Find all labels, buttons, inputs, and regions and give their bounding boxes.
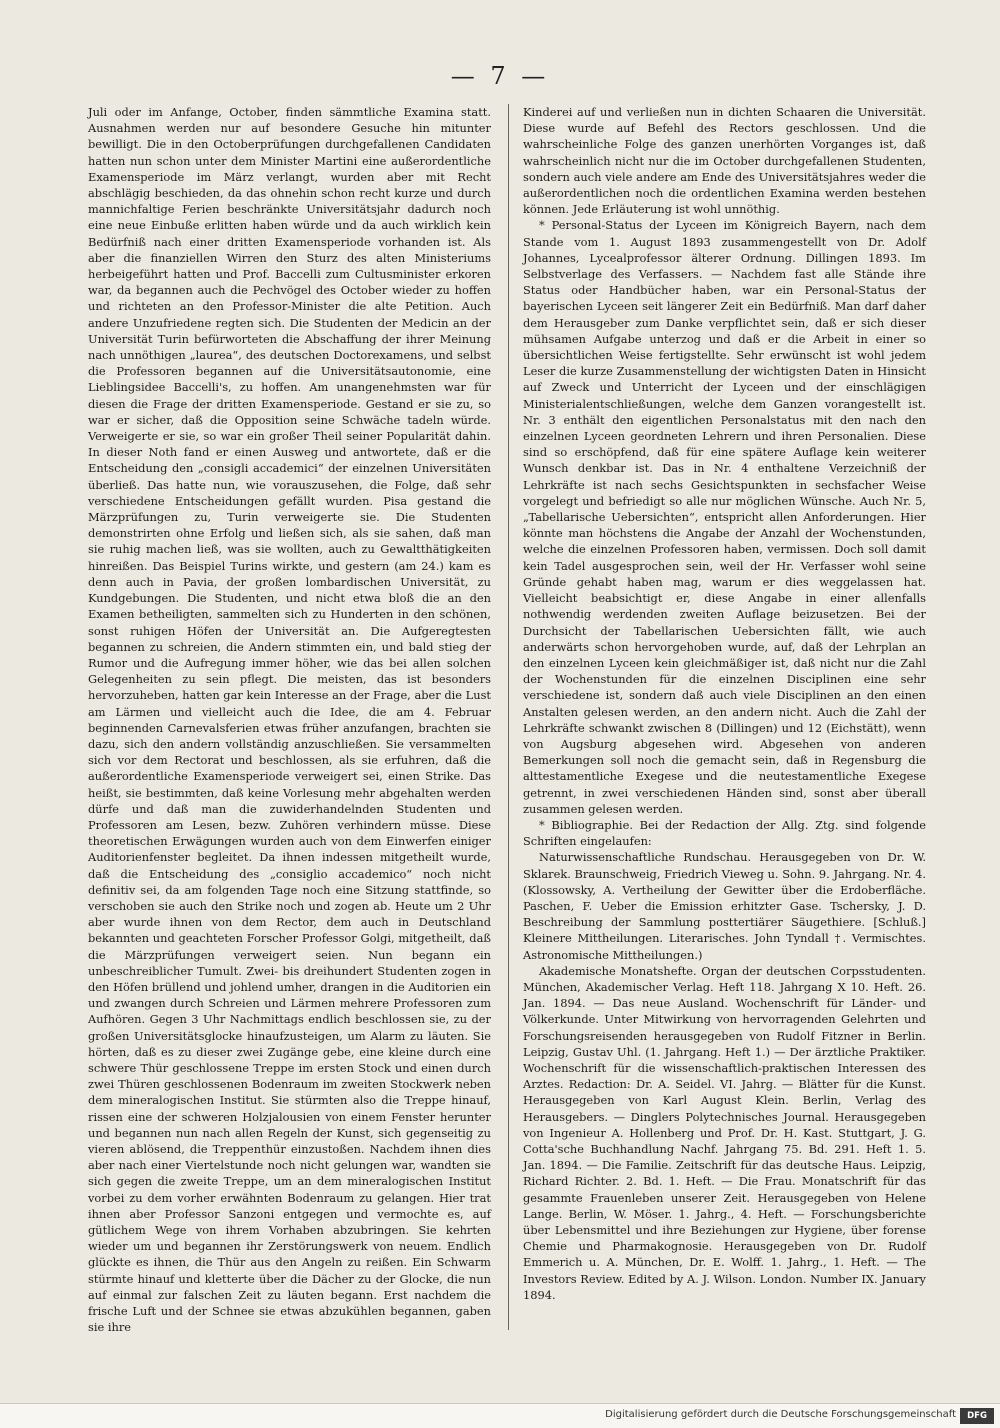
article-paragraph: Kinderei auf und verließen nun in dichten Schaaren die Universität. Diese wurde auf Befehl des Rectors geschlossen. Und die wahrscheinliche Folge des ganzen unerhörten Vorganges ist, daß wahrscheinlich nicht nur die im October durchgefallenen Studenten, sondern auch viele andere am Ende des Universitätsjahres weder die außerordentlichen noch die ordentlichen Examina werden bestehen können. Jede Erläuterung ist wohl unnöthig. — [523, 105, 926, 217]
page-number: — 7 — — [450, 62, 550, 90]
article-paragraph: Juli oder im Anfange, October, finden sämmtliche Examina statt. Ausnahmen werden nur auf besondere Gesuche hin mitunter bewilligt. Die in den Octoberprüfungen durchgefallenen Candidaten hatten nun schon unter dem Minister Martini eine außerordentliche Examensperiode im März verlangt, wurden aber mit Recht abschlägig beschieden, da das ohnehin schon recht kurze und durch mannichfaltige Ferien beschränkte Universitätsjahr dadurch noch eine neue Einbuße erlitten haben würde und da auch wirklich kein Bedürfniß nach einer dritten Examensperiode vorhanden ist. Als aber die finanziellen Wirren den Sturz des alten Ministeriums herbeigeführt hatten und Prof. Baccelli zum Cultusminister erkoren war, da begannen auch die Pechvögel des October wieder zu hoffen und richteten an den Professor-Minister die alte Petition. Auch andere Unzufriedene regten sich. Die Studenten der Medicin an der Universität Turin befürworteten die Abschaffung der ihrer Meinung nach unnöthigen „laurea“, des deutschen Doctorexamens, und selbst die Professoren begannen auf die Universitätsautonomie, eine Lieblingsidee Baccelli's, zu hoffen. Am unangenehmsten war für diesen die Frage der dritten Examensperiode. Gestand er sie zu, so war er sicher, daß die Opposition seine Schwäche tadeln würde. Verweigerte er sie, so war ein großer Theil seiner Popularität dahin. In dieser Noth fand er einen Ausweg und antwortete, daß er die Entscheidung den „consigli accademici“ der einzelnen Universitäten überließ. Das hatte nun, wie vorauszusehen, die Folge, daß sehr verschiedene Entscheidungen gefällt wurden. Pisa gestand die Märzprüfungen zu, Turin verweigerte sie. Die Studenten demonstrirten ohne Erfolg und ließen sich, als sie sahen, daß man sie ruhig machen ließ, was sie wollten, auch zu Gewaltthätigkeiten hinreißen. Das Beispiel Turins wirkte, und gestern (am 24.) kam es denn auch in Pavia, der großen lombardischen Universität, zu Kundgebungen. Die Studenten, und nicht etwa bloß die an den Examen betheiligten, sammelten sich zu Hunderten in den schönen, sonst ruhigen Höfen der Universität an. Die Aufgeregtesten begannen zu schreien, die Andern stimmten ein, und bald stieg der Rumor und die Aufregung immer höher, wie das bei allen solchen Gelegenheiten zu sein pflegt. Die meisten, das ist besonders hervorzuheben, hatten gar kein Interesse an der Frage, aber die Lust am Lärmen und vielleicht auch die Idee, die am 4. Februar beginnenden Carnevalsferien etwas früher anzufangen, brachten sie dazu, sich den andern vollständig anzuschließen. Sie versammelten sich vor dem Rectorat und beschlossen, als sie erfuhren, daß die außerordentliche Examensperiode verweigert sei, einen Strike. Das heißt, sie bestimmten, daß keine Vorlesung mehr abgehalten werden dürfe und daß man die zuwiderhandelnden Studenten und Professoren am Lesen, bezw. Zuhören verhindern müsse. Diese theoretischen Erwägungen wurden auch von dem Einwerfen einiger Auditorienfenster begleitet. Da ihnen indessen mitgetheilt wurde, daß die Entscheidung des „consiglio accademico“ noch nicht definitiv sei, da am folgenden Tage noch eine Sitzung stattfinde, so verschoben sie auch den Strike noch und zogen ab. Heute um 2 Uhr aber wurde ihnen von dem Rector, dem auch in Deutschland bekannten und geachteten Forscher Professor Golgi, mitgetheilt, daß die Märzprüfungen verweigert seien. Nun begann ein unbeschreiblicher Tumult. Zwei- bis dreihundert Studenten zogen in den Höfen brüllend und johlend umher, drangen in die Auditorien ein und zwangen durch Schreien und Lärmen mehrere Professoren zum Aufhören. Gegen 3 Uhr Nachmittags endlich beschlossen sie, zu der großen Universitätsglocke hinaufzusteigen, um Alarm zu läuten. Sie hörten, daß es zu dieser zwei Zugänge gebe, eine kleine durch eine schwere Thür geschlossene Treppe im ersten Stock und einen durch zwei Thüren geschlossenen Bodenraum im zweiten Stockwerk neben dem mineralogischen Institut. Sie stürmten also die Treppe hinauf, rissen eine der schweren Holzjalousien von einem Fenster herunter und begannen nun nach allen Regeln der Kunst, sich gegenseitig zu vieren ablösend, die Treppenthür einzustoßen. Nachdem ihnen dies aber nach einer Viertelstunde noch nicht gelungen war, wandten sie sich gegen die zweite Treppe, um an dem mineralogischen Institut vorbei zu dem vorher erwähnten Bodenraum zu gelangen. Hier trat ihnen aber Professor Sanzoni entgegen und vermochte es, auf gütlichem Wege von ihrem Vorhaben abzubringen. Sie kehrten wieder um und begannen ihr Zerstörungswerk von neuem. Endlich glückte es ihnen, die Thür aus den Angeln zu reißen. Ein Schwarm stürmte hinauf und kletterte über die Dächer zu der Glocke, die nun auf einmal zur falschen Zeit zu läuten begann. Erst nachdem die frische Luft und der Schnee sie etwas abzukühlen begannen, gaben sie ihre — [88, 105, 491, 1335]
review-paragraph: * Personal-Status der Lyceen im Königreich Bayern, nach dem Stande vom 1. August 1893 zusammengestellt von Dr. Adolf Johannes, Lycealprofessor älterer Ordnung. Dillingen 1893. Im Selbstverlage des Verfassers. — Nachdem fast alle Stände ihre Status oder Handbücher haben, war ein Personal-Status der bayerischen Lyceen seit längerer Zeit ein Bedürfniß. Man darf daher dem Herausgeber zum Danke verpflichtet sein, daß er sich dieser mühsamen Aufgabe unterzog und daß er die Arbeit in einer so übersichtlichen Weise fertigstellte. Sehr erwünscht ist wohl jedem Leser die kurze Zusammenstellung der wichtigsten Daten in Hinsicht auf Zweck und Unterricht der Lyceen und der einschlägigen Ministerialentschließungen, welche dem Ganzen vorangestellt ist. Nr. 3 enthält den eigentlichen Personalstatus mit den nach den einzelnen Lyceen geordneten Lehrern und ihren Personalien. Diese sind so erschöpfend, daß für eine spätere Auflage kein weiterer Wunsch denkbar ist. Das in Nr. 4 enthaltene Verzeichniß der Lehrkräfte ist nach sechs Gesichtspunkten in sechsfacher Weise vorgelegt und befriedigt so alle nur möglichen Wünsche. Auch Nr. 5, „Tabellarische Uebersichten“, entspricht allen Anforderungen. Hier könnte man höchstens die Angabe der Anzahl der Wochenstunden, welche die einzelnen Professoren haben, vermissen. Doch soll damit kein Tadel ausgesprochen sein, weil der Hr. Verfasser wohl seine Gründe gehabt haben mag, warum er dies weggelassen hat. Vielleicht beabsichtigt er, diese Angabe in einer allenfalls nothwendig werdenden zweiten Auflage beizusetzen. Bei der Durchsicht der Tabellarischen Uebersichten fällt, wie auch anderwärts schon hervorgehoben wurde, auf, daß der Lehrplan an den einzelnen Lyceen kein gleichmäßiger ist, daß nicht nur die Zahl der Wochenstunden für die einzelnen Disciplinen eine sehr verschiedene ist, sondern daß auch viele Disciplinen an den einen Anstalten gelesen werden, an den andern nicht. Auch die Zahl der Lehrkräfte schwankt zwischen 8 (Dillingen) und 12 (Eichstätt), wenn von Augsburg abgesehen wird. Abgesehen von anderen Bemerkungen soll noch die gemacht sein, daß in Regensburg die alttestamentliche Exegese und die neutestamentliche Exegese getrennt, in zwei verschiedenen Händen sind, sonst aber überall zusammen gelesen werden. — [523, 218, 926, 816]
bibliography-entry: Naturwissenschaftliche Rundschau. Herausgegeben von Dr. W. Sklarek. Braunschweig, Friedrich Vieweg u. Sohn. 9. Jahrgang. Nr. 4. (Klossowsky, A. Vertheilung der Gewitter über die Erdoberfläche. Paschen, F. Ueber die Emission erhitzter Gase. Tschersky, J. D. Beschreibung der Sammlung posttertiärer Säugethiere. [Schluß.] Kleinere Mittheilungen. Literarisches. John Tyndall †. Vermischtes. Astronomische Mittheilungen.) — [523, 850, 926, 962]
bibliography-heading: * Bibliographie. Bei der Redaction der Allg. Ztg. sind folgende Schriften eingelaufen: — [523, 817, 926, 849]
footer-credit: Digitalisierung gefördert durch die Deutsche Forschungsgemeinschaft — [605, 1409, 956, 1420]
left-column — [88, 104, 491, 1335]
right-column — [523, 104, 926, 1303]
column-divider — [508, 104, 509, 1330]
dfg-logo[interactable]: DFG — [960, 1408, 994, 1424]
bibliography-entry: Akademische Monatshefte. Organ der deutschen Corpsstudenten. München, Akademischer Verlag. Heft 118. Jahrgang X 10. Heft. 26. Jan. 1894. — Das neue Ausland. Wochenschrift für Länder- und Völkerkunde. Unter Mitwirkung von hervorragenden Gelehrten und Forschungsreisenden herausgegeben von Rudolf Fitzner in Berlin. Leipzig, Gustav Uhl. (1. Jahrgang. Heft 1.) — Der ärztliche Praktiker. Wochenschrift für die wissenschaftlich-praktischen Interessen des Arztes. Redaction: Dr. A. Seidel. VI. Jahrg. — Blätter für die Kunst. Herausgegeben von Karl August Klein. Berlin, Verlag des Herausgebers. — Dinglers Polytechnisches Journal. Herausgegeben von Ingenieur A. Hollenberg und Prof. Dr. H. Kast. Stuttgart, J. G. Cotta'sche Buchhandlung Nachf. Jahrgang 75. Bd. 291. Heft 1. 5. Jan. 1894. — Die Familie. Zeitschrift für das deutsche Haus. Leipzig, Richard Richter. 2. Bd. 1. Heft. — Die Frau. Monatschrift für das gesammte Frauenleben unserer Zeit. Herausgegeben von Helene Lange. Berlin, W. Möser. 1. Jahrg., 4. Heft. — Forschungsberichte über Lebensmittel und ihre Beziehungen zur Hygiene, über forense Chemie und Pharmakognosie. Herausgegeben von Dr. Rudolf Emmerich u. A. München, Dr. E. Wolff. 1. Jahrg., 1. Heft. — The Investors Review. Edited by A. J. Wilson. London. Number IX. January 1894. — [523, 963, 926, 1302]
footer-bar — [0, 1403, 1000, 1428]
